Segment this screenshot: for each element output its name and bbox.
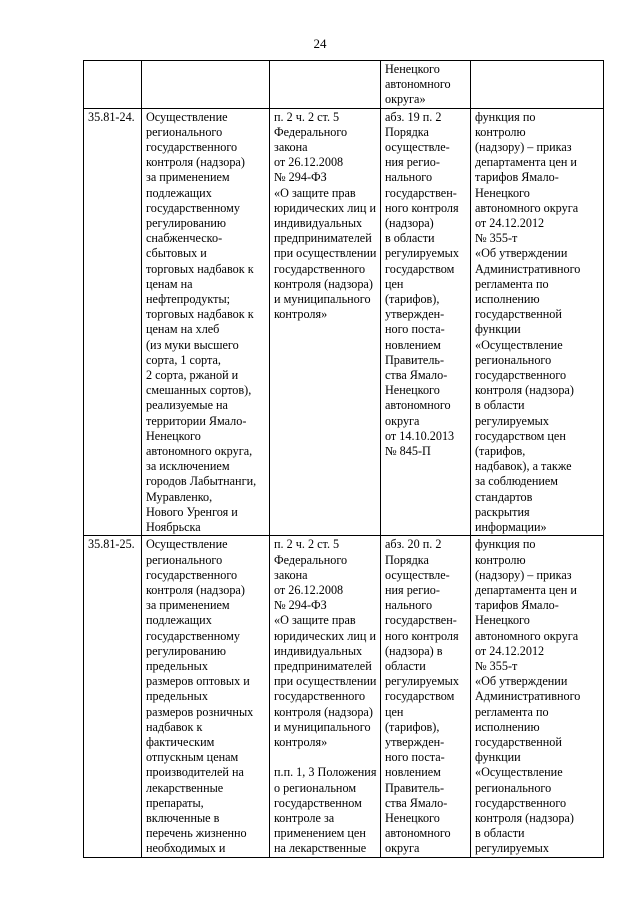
cell-line: включенные в <box>146 810 220 825</box>
cell-line: государственному <box>146 628 240 643</box>
cell-line: осуществле- <box>385 140 450 155</box>
cell-line: Административного <box>475 261 581 276</box>
cell-line: от 26.12.2008 <box>274 582 344 597</box>
cell-line: от 24.12.2012 <box>475 216 545 231</box>
cell-line: регулированию <box>146 643 227 658</box>
cell-line: осуществле- <box>385 567 450 582</box>
cell-line: Порядка <box>385 124 429 139</box>
cell-line: «Осуществление <box>475 337 563 352</box>
cell-line: исполнению <box>475 719 540 734</box>
cell-line: округа <box>385 841 420 856</box>
cell-line: государственной <box>475 734 562 749</box>
cell-line: Ненецкого <box>385 810 440 825</box>
cell-line: регулируемых <box>475 413 549 428</box>
cell-line: размеров розничных <box>146 704 254 719</box>
cell-line: Федерального <box>274 124 348 139</box>
cell-line: сорта, 1 сорта, <box>146 352 221 367</box>
cell-line: функции <box>475 322 521 337</box>
function-act-cell <box>471 108 604 536</box>
cell-line: «Осуществление <box>475 765 563 780</box>
cell-line: Правитель- <box>385 780 445 795</box>
cell-line: регионального <box>146 124 223 139</box>
cell-line: «О защите прав <box>274 613 356 628</box>
cell-line: абз. 20 п. 2 <box>385 537 442 552</box>
cell-line: регионального <box>475 780 552 795</box>
cell-line: за исключением <box>146 459 230 474</box>
cell-line: ния регио- <box>385 582 440 597</box>
cell-line: функция по <box>475 109 536 124</box>
cell-line: области <box>385 658 426 673</box>
cell-line: от 26.12.2008 <box>274 155 344 170</box>
item-name-cell <box>142 536 270 857</box>
cell-line: автономного <box>385 826 451 841</box>
cell-line: регионального <box>146 552 223 567</box>
cell-line: ного контроля <box>385 200 459 215</box>
cell-line: Нового Уренгоя и <box>146 504 238 519</box>
cell-line: ценам на хлеб <box>146 322 220 337</box>
cell-line: контроля (надзора) <box>475 810 574 825</box>
cell-line: абз. 19 п. 2 <box>385 109 442 124</box>
cell-line: Осуществление <box>146 109 228 124</box>
cell-line: за соблюдением <box>475 474 559 489</box>
cell-line: информации» <box>475 520 547 535</box>
cell-line: и муниципального <box>274 292 371 307</box>
regional-act-cell <box>381 108 471 536</box>
page-number: 24 <box>313 36 327 51</box>
cell-line: государственному <box>146 200 240 215</box>
cell-line: реализуемые на <box>146 398 228 413</box>
cell-line: государством <box>385 689 455 704</box>
cell-line: в области <box>475 826 525 841</box>
cell-line: Ненецкого <box>385 62 440 76</box>
cell-line: Федерального <box>274 552 348 567</box>
cell-line: (из муки высшего <box>146 337 239 352</box>
cell-line: территории Ямало- <box>146 413 247 428</box>
cell-line: Ноябрьска <box>146 520 201 535</box>
cell-line: № 355-т <box>475 658 518 673</box>
cell-line: п. 2 ч. 2 ст. 5 <box>274 537 340 552</box>
cell-line: регулируемых <box>475 841 549 856</box>
cell-line: государственного <box>146 140 238 155</box>
cell-line: в области <box>385 231 435 246</box>
function-act-cell <box>471 61 604 109</box>
cell-line: предельных <box>146 689 208 704</box>
regional-act-cell <box>381 536 471 857</box>
cell-line: государственном <box>274 795 362 810</box>
cell-line: ства Ямало- <box>385 795 448 810</box>
cell-line: (тарифов), <box>385 719 440 734</box>
cell-line: нефтепродукты; <box>146 292 231 307</box>
cell-line: (тарифов, <box>475 444 526 459</box>
cell-line: раскрытия <box>475 504 530 519</box>
cell-line: функции <box>475 750 521 765</box>
cell-line: «О защите прав <box>274 185 356 200</box>
cell-line: стандартов <box>475 489 533 504</box>
cell-line: новлением <box>385 337 441 352</box>
cell-line: индивидуальных <box>274 216 363 231</box>
cell-line: утвержден- <box>385 307 445 322</box>
cell-line: (надзору) – приказ <box>475 567 572 582</box>
cell-line: нального <box>385 170 433 185</box>
cell-line: применением цен <box>274 826 366 841</box>
cell-line: тарифов Ямало- <box>475 170 559 185</box>
cell-line: отпускным ценам <box>146 750 239 765</box>
cell-line: департамента цен и <box>475 582 577 597</box>
cell-line: автономного округа <box>475 628 579 643</box>
item-name-cell <box>142 61 270 109</box>
cell-line: (надзора) в <box>385 643 443 658</box>
function-act-cell <box>471 536 604 857</box>
cell-line: № 355-т <box>475 231 518 246</box>
cell-line: снабженческо- <box>146 231 223 246</box>
table-row <box>84 536 604 857</box>
cell-line: государствен- <box>385 185 457 200</box>
cell-line: перечень жизненно <box>146 826 247 841</box>
cell-line: регулируемых <box>385 674 459 689</box>
cell-line: цен <box>385 704 404 719</box>
cell-line: надбавок), а также <box>475 459 572 474</box>
item-number-cell <box>84 108 142 536</box>
cell-line: государством <box>385 261 455 276</box>
cell-line: № 294-ФЗ <box>274 170 327 185</box>
cell-line: контролю <box>475 124 526 139</box>
regional-act-cell <box>381 61 471 109</box>
cell-line: Порядка <box>385 552 429 567</box>
cell-line: исполнению <box>475 292 540 307</box>
cell-line: регламента по <box>475 276 549 291</box>
cell-line: на лекарственные <box>274 841 367 856</box>
cell-line: Осуществление <box>146 537 228 552</box>
cell-line: регулированию <box>146 216 227 231</box>
table-row <box>84 61 604 109</box>
cell-line: автономного округа <box>475 200 579 215</box>
cell-line: «Об утверждении <box>475 246 568 261</box>
cell-line: 35.81-24. <box>88 109 135 124</box>
cell-line: № 294-ФЗ <box>274 598 327 613</box>
cell-line: Ненецкого <box>146 428 201 443</box>
table-body <box>84 61 604 858</box>
cell-line: городов Лабытнанги, <box>146 474 257 489</box>
cell-line: округа <box>385 413 420 428</box>
cell-line: смешанных сортов), <box>146 383 252 398</box>
cell-line: в области <box>475 398 525 413</box>
cell-line: за применением <box>146 598 230 613</box>
cell-line: Ненецкого <box>475 613 530 628</box>
federal-law-cell <box>270 108 381 536</box>
cell-line: округа» <box>385 92 426 107</box>
regulation-table <box>83 60 604 858</box>
cell-line: контроля (надзора) <box>274 704 373 719</box>
cell-line: ного поста- <box>385 750 445 765</box>
item-name-cell <box>142 108 270 536</box>
cell-line: Ненецкого <box>475 185 530 200</box>
cell-line: контроля» <box>274 734 328 749</box>
cell-line: ния регио- <box>385 155 440 170</box>
cell-line: 2 сорта, ржаной и <box>146 368 239 383</box>
cell-line: п. 2 ч. 2 ст. 5 <box>274 109 340 124</box>
cell-line: необходимых и <box>146 841 226 856</box>
cell-line: при осуществлении <box>274 246 377 261</box>
cell-line: государственной <box>475 307 562 322</box>
item-number-cell <box>84 536 142 857</box>
cell-line: предпринимателей <box>274 658 372 673</box>
cell-line: государственного <box>274 689 366 704</box>
item-number-cell <box>84 61 142 109</box>
cell-line: государствен- <box>385 613 457 628</box>
cell-line: нального <box>385 598 433 613</box>
cell-line: контроля (надзора) <box>146 582 245 597</box>
cell-line: лекарственные <box>146 780 224 795</box>
cell-line: от 14.10.2013 <box>385 428 455 443</box>
cell-line: ценам на <box>146 276 193 291</box>
cell-line: и муниципального <box>274 719 371 734</box>
federal-law-cell <box>270 536 381 857</box>
cell-line: препараты, <box>146 795 204 810</box>
cell-line: Правитель- <box>385 352 445 367</box>
cell-line: закона <box>274 140 308 155</box>
cell-line: регламента по <box>475 704 549 719</box>
cell-line: новлением <box>385 765 441 780</box>
cell-line: предпринимателей <box>274 231 372 246</box>
cell-line: ства Ямало- <box>385 368 448 383</box>
cell-line: подлежащих <box>146 613 212 628</box>
cell-line: (надзора) <box>385 216 434 231</box>
cell-line: ного контроля <box>385 628 459 643</box>
cell-line: государством цен <box>475 428 566 443</box>
cell-line: государственного <box>146 567 238 582</box>
cell-line: государственного <box>475 368 567 383</box>
cell-line: производителей на <box>146 765 244 780</box>
cell-line: подлежащих <box>146 185 212 200</box>
cell-line: Муравленко, <box>146 489 213 504</box>
cell-line: регионального <box>475 352 552 367</box>
cell-line: п.п. 1, 3 Положения <box>274 765 377 780</box>
cell-line: при осуществлении <box>274 674 377 689</box>
cell-line: государственного <box>274 261 366 276</box>
cell-line: индивидуальных <box>274 643 363 658</box>
cell-line: контроля (надзора) <box>146 155 245 170</box>
cell-line: юридических лиц и <box>274 628 376 643</box>
cell-line: размеров оптовых и <box>146 674 250 689</box>
cell-line: автономного <box>385 398 451 413</box>
cell-line: торговых надбавок к <box>146 307 254 322</box>
cell-line: сбытовых и <box>146 246 207 261</box>
cell-line: цен <box>385 276 404 291</box>
cell-line: контроля» <box>274 307 328 322</box>
cell-line: предельных <box>146 658 208 673</box>
cell-line: тарифов Ямало- <box>475 598 559 613</box>
cell-line: 35.81-25. <box>88 537 135 552</box>
cell-line: (надзору) – приказ <box>475 140 572 155</box>
cell-line: «Об утверждении <box>475 674 568 689</box>
cell-line: от 24.12.2012 <box>475 643 545 658</box>
cell-line: контроля (надзора) <box>274 276 373 291</box>
cell-line: автономного округа, <box>146 444 253 459</box>
cell-line <box>274 750 376 765</box>
cell-line: фактическим <box>146 734 215 749</box>
cell-line: о региональном <box>274 780 357 795</box>
cell-line: за применением <box>146 170 230 185</box>
cell-line: закона <box>274 567 308 582</box>
cell-line: департамента цен и <box>475 155 577 170</box>
cell-line: № 845-П <box>385 444 431 459</box>
cell-line: функция по <box>475 537 536 552</box>
cell-line: Административного <box>475 689 581 704</box>
cell-line: контроля (надзора) <box>475 383 574 398</box>
cell-line: юридических лиц и <box>274 200 376 215</box>
cell-line: утвержден- <box>385 734 445 749</box>
cell-line: контролю <box>475 552 526 567</box>
cell-line: государственного <box>475 795 567 810</box>
cell-line: торговых надбавок к <box>146 261 254 276</box>
federal-law-cell <box>270 61 381 109</box>
cell-line: регулируемых <box>385 246 459 261</box>
cell-line: Ненецкого <box>385 383 440 398</box>
table-row <box>84 108 604 536</box>
cell-line: надбавок к <box>146 719 203 734</box>
cell-line: контроле за <box>274 810 335 825</box>
cell-line: ного поста- <box>385 322 445 337</box>
cell-line: (тарифов), <box>385 292 440 307</box>
cell-line: автономного <box>385 77 451 92</box>
